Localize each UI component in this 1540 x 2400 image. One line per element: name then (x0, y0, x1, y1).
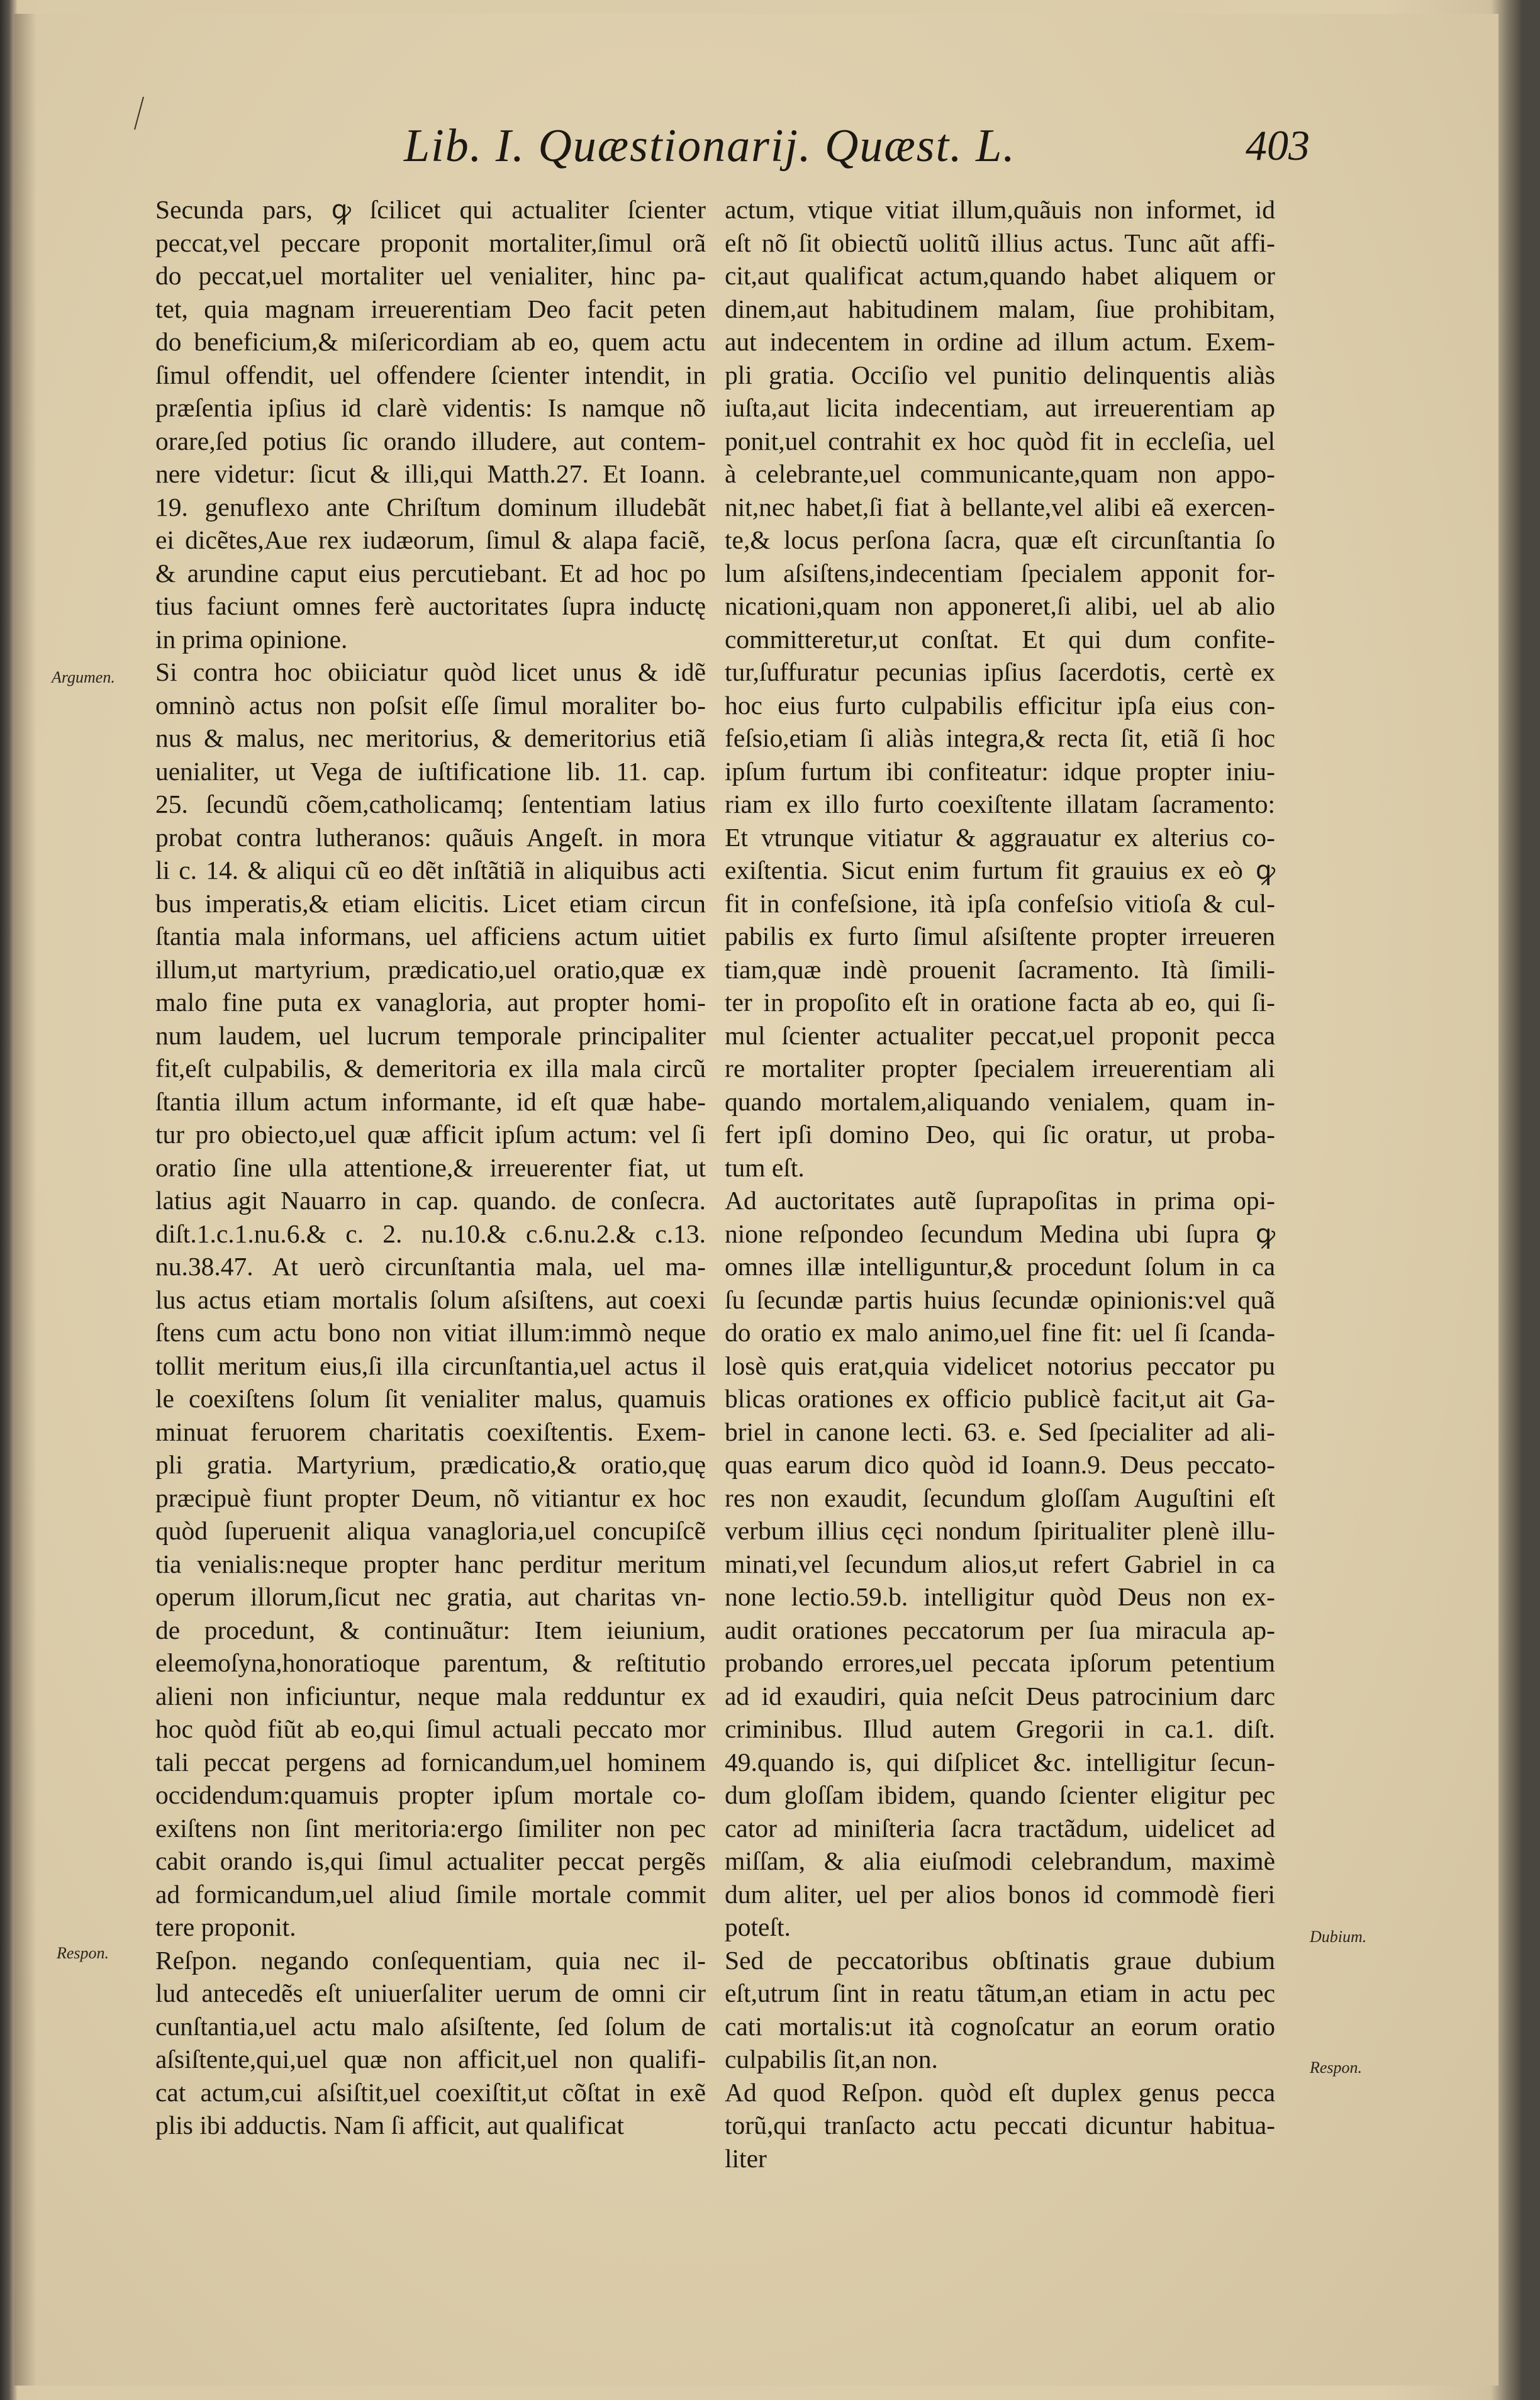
text-line: dum gloſſam ibidem, quando ſcienter eligitur pec (725, 1780, 1275, 1809)
text-line: hoc quòd fiũt ab eo,qui ſimul actuali peccato mor (155, 1714, 706, 1743)
text-line: minati,vel ſecundum alios,ut refert Gabriel in ca (725, 1549, 1275, 1578)
text-line: cati mortalis:ut ità cognoſcatur an eorum oratio (725, 2011, 1275, 2041)
text-line: do beneficium,& miſericordiam ab eo, quem actu (155, 327, 706, 356)
text-line: liter (725, 2143, 767, 2173)
text-line: probando errores,uel peccata ipſorum petentium (725, 1648, 1275, 1677)
text-line: miſſam, & alia eiuſmodi celebrandum, maximè (725, 1846, 1275, 1875)
text-line: verbum illius cęci nondum ſpiritualiter plenè illu- (725, 1516, 1275, 1545)
text-line: do oratio ex malo animo,uel fine fit: uel ſi ſcanda- (725, 1318, 1275, 1347)
text-line: nus & malus, nec meritorius, & demeritorius etiã (155, 723, 706, 752)
left-text-column (155, 193, 706, 2142)
text-line: alieni non inficiuntur, neque mala redduntur ex (155, 1681, 706, 1711)
text-line: eſt nõ ſit obiectũ uolitũ illius actus. Tunc aũt affi- (725, 228, 1275, 257)
text-line: dinem,aut habitudinem malam, ſiue prohibitam, (725, 294, 1275, 323)
text-line: num laudem, uel lucrum temporale principaliter (155, 1020, 706, 1050)
text-line: tur pro obiecto,uel quæ afficit ipſum actum: vel ſi (155, 1120, 706, 1149)
text-line: committeretur,ut conſtat. Et qui dum confite- (725, 624, 1275, 654)
text-line: ſimul offendit, uel offendere ſcienter intendit, in (155, 360, 706, 389)
text-line: Si contra hoc obiiciatur quòd licet unus & idẽ (155, 657, 706, 686)
text-line: ei dicẽtes,Aue rex iudæorum, ſimul & alapa faciẽ, (155, 525, 706, 554)
running-title: Lib. I. Quæstionarij. Quæst. L. (404, 120, 1016, 172)
text-line: cunſtantia,uel actu malo aſsiſtente, ſed ſolum de (155, 2011, 706, 2041)
text-line: pabilis ex furto ſimul aſsiſtente propter irreueren (725, 922, 1275, 951)
text-line: præcipuè fiunt propter Deum, nõ vitiantur ex hoc (155, 1483, 706, 1512)
text-line: li c. 14. & aliqui cũ eo dẽt inſtãtiã in aliquibus acti (155, 856, 706, 885)
text-line: cabit orando is,qui ſimul actualiter peccat pergẽs (155, 1846, 706, 1875)
text-line: probat contra lutheranos: quãuis Angeſt. in mora (155, 822, 706, 852)
text-line: ſtantia illum actum informante, id eſt quæ habe- (155, 1086, 706, 1116)
text-line: latius agit Nauarro in cap. quando. de conſecra. (155, 1186, 706, 1215)
text-line: aſsiſtente,qui,uel quæ non afficit,uel non qualifi- (155, 2045, 706, 2073)
text-line: tia venialis:neque propter hanc perditur meritum (155, 1549, 706, 1578)
text-line: ad formicandum,uel aliud ſimile mortale commit (155, 1879, 706, 1909)
text-line: nicationi,quam non apponeret,ſi alibi, uel ab alio (725, 591, 1275, 620)
margin-note-respon-right: Respon. (1310, 2058, 1363, 2077)
book-page (14, 14, 1498, 2386)
text-line: tet, quia magnam irreuerentiam Deo facit peten (155, 294, 706, 323)
text-line: 49.quando is, qui diſplicet &c. intelligitur ſecun- (725, 1747, 1275, 1777)
text-line: pli gratia. Martyrium, prædicatio,& oratio,quę (155, 1450, 706, 1479)
text-line: losè quis erat,quia videlicet notorius peccator pu (725, 1351, 1275, 1380)
text-line: illum,ut martyrium, prædicatio,uel oratio,quæ ex (155, 954, 706, 984)
text-line: à celebrante,uel communicante,quam non appo- (725, 459, 1275, 488)
text-line: ad id exaudiri, quia neſcit Deus patrocinium darc (725, 1681, 1275, 1711)
text-line: torũ,qui tranſacto actu peccati dicuntur habitua- (725, 2111, 1275, 2140)
text-line: criminibus. Illud autem Gregorii in ca.1. diſt. (725, 1714, 1275, 1743)
text-line: mul ſcienter actualiter peccat,uel proponit pecca (725, 1020, 1275, 1050)
margin-note-argumentum: Argumen. (52, 668, 115, 686)
text-line: aut indecentem in ordine ad illum actum. Exem- (725, 327, 1275, 356)
margin-note-dubium: Dubium. (1310, 1928, 1367, 1946)
text-line: fit,eſt culpabilis, & demeritoria ex illa mala circũ (155, 1054, 706, 1083)
text-line: cat actum,cui aſsiſtit,uel coexiſtit,ut cõſtat in exẽ (155, 2077, 706, 2107)
text-line: lus actus etiam mortalis ſolum aſsiſtens, aut coexi (155, 1285, 706, 1314)
text-line: quas earum dico quòd id Ioann.9. Deus peccato- (725, 1450, 1275, 1479)
text-line: none lectio.59.b. intelligitur quòd Deus non ex- (725, 1582, 1275, 1611)
text-line: tum eſt. (725, 1153, 805, 1182)
text-line: culpabilis ſit,an non. (725, 2045, 938, 2073)
text-line: re mortaliter propter ſpecialem irreuerentiam ali (725, 1054, 1275, 1083)
text-line: do peccat,uel mortaliter uel venialiter, hinc pa- (155, 261, 706, 290)
text-line: tiam,quæ indè prouenit ſacramento. Ità ſimili- (725, 954, 1275, 984)
text-line: nione reſpondeo ſecundum Medina ubi ſupra ꝙ (725, 1219, 1275, 1248)
text-line: quòd ſuperuenit aliqua vanagloria,uel concupiſcẽ (155, 1516, 706, 1545)
text-line: exiſtentia. Sicut enim furtum fit grauius ex eò ꝙ (725, 856, 1275, 885)
text-line: nit,nec habet,ſi fiat à bellante,vel alibi eã exercen- (725, 492, 1275, 522)
text-line: Et vtrunque vitiatur & aggrauatur ex alterius co- (725, 822, 1275, 852)
text-line: oratio ſine ulla attentione,& irreuerenter fiat, ut (155, 1153, 706, 1182)
text-line: cator ad miniſteria ſacra tractãdum, uidelicet ad (725, 1813, 1275, 1843)
text-line: audit orationes peccatorum per ſua miracula ap- (725, 1615, 1275, 1644)
text-line: operum illorum,ſicut nec gratia, aut charitas vn- (155, 1582, 706, 1611)
text-line: te,& locus perſona ſacra, quæ eſt circunſtantia ſo (725, 525, 1275, 554)
text-line: diſt.1.c.1.nu.6.& c. 2. nu.10.& c.6.nu.2.& c.13. (155, 1219, 706, 1248)
text-line: ter in propoſito eſt in oratione facta ab eo, qui ſi- (725, 988, 1275, 1017)
text-line: eleemoſyna,honoratioque parentum, & reſtitutio (155, 1648, 706, 1677)
text-line: Ad auctoritates autẽ ſuprapoſitas in prima opi- (725, 1186, 1275, 1215)
text-line: & arundine caput eius percutiebant. Et ad hoc po (155, 558, 706, 588)
text-line: occidendum:quamuis propter ipſum mortale co- (155, 1780, 706, 1809)
text-line: res non exaudit, ſecundum gloſſam Auguſtini eſt (725, 1483, 1275, 1512)
text-line: ponit,uel contrahit ex hoc quòd fit in eccleſia, uel (725, 426, 1275, 455)
text-line: Secunda pars, ꝙ ſcilicet qui actualiter ſcienter (155, 195, 706, 224)
text-line: tali peccat pergens ad fornicandum,uel hominem (155, 1747, 706, 1777)
text-line: 25. ſecundũ cõem,catholicamq; ſententiam latius (155, 790, 706, 818)
text-line: ſtantia mala informans, uel afficiens actum uitiet (155, 922, 706, 951)
text-line: exiſtens non ſint meritoria:ergo ſimiliter non pec (155, 1813, 706, 1843)
text-line: omnes illæ intelliguntur,& procedunt ſolum in ca (725, 1252, 1275, 1281)
margin-note-respon-left: Respon. (57, 1944, 109, 1962)
text-line: peccat,vel peccare proponit mortaliter,ſimul orã (155, 228, 706, 257)
text-line: tollit meritum eius,ſi illa circunſtantia,uel actus il (155, 1351, 706, 1380)
text-line: uenialiter, ut Vega de iuſtificatione lib. 11. cap. (155, 756, 706, 786)
text-line: ipſum furtum ibi confiteatur: idque propter iniu- (725, 756, 1275, 786)
text-line: 19. genuflexo ante Chriſtum dominum illudebãt (155, 492, 706, 522)
text-line: fert ipſi domino Deo, qui ſic oratur, ut proba- (725, 1120, 1275, 1149)
text-line: Reſpon. negando conſequentiam, quia nec il- (155, 1945, 706, 1975)
text-line: in prima opinione. (155, 624, 348, 654)
right-text-column (725, 193, 1275, 2175)
text-line: Ad quod Reſpon. quòd eſt duplex genus pecca (725, 2077, 1275, 2107)
text-line: ſtens cum actu bono non vitiat illum:immò neque (155, 1318, 706, 1347)
text-line: de procedunt, & continuãtur: Item ieiunium, (155, 1615, 706, 1644)
page-number: 403 (1246, 121, 1310, 169)
text-line: nere videtur: ſicut & illi,qui Matth.27. Et Ioann. (155, 459, 706, 488)
text-line: orare,ſed potius ſic orando illudere, aut contem- (155, 426, 706, 455)
text-line: actum, vtique vitiat illum,quãuis non informet, id (725, 195, 1275, 224)
text-line: lum aſsiſtens,indecentiam ſpecialem apponit for- (725, 558, 1275, 588)
text-line: cit,aut qualificat actum,quando habet aliquem or (725, 261, 1275, 290)
text-line: blicas orationes ex officio publicè facit,ut ait Ga- (725, 1384, 1275, 1413)
text-line: præſentia ipſius id clarè videntis: Is namque nõ (155, 393, 706, 422)
text-line: pli gratia. Occiſio vel punitio delinquentis aliàs (725, 360, 1275, 389)
text-line: fit in confeſsione, ità ipſa confeſsio vitioſa & cul- (725, 888, 1275, 918)
text-line: lud antecedẽs eſt uniuerſaliter uerum de omni cir (155, 1979, 706, 2007)
text-line: omninò actus non poſsit eſſe ſimul moraliter bo- (155, 690, 706, 720)
text-line: le coexiſtens ſolum ſit venialiter malus, quamuis (155, 1384, 706, 1413)
text-line: plis ibi adductis. Nam ſi afficit, aut qualificat (155, 2111, 624, 2140)
text-line: briel in canone lecti. 63. e. Sed ſpecialiter ad ali- (725, 1417, 1275, 1446)
text-line: ſu ſecundæ partis huius ſecundæ opinionis:vel quã (725, 1285, 1275, 1314)
text-line: bus imperatis,& etiam elicitis. Licet etiam circun (155, 888, 706, 918)
text-line: hoc eius furto culpabilis efficitur ipſa eius con- (725, 690, 1275, 720)
text-line: malo fine puta ex vanagloria, aut propter homi- (155, 988, 706, 1017)
gutter-shadow (14, 14, 36, 2386)
text-line: quando mortalem,aliquando venialem, quam in- (725, 1086, 1275, 1116)
text-line: tius faciunt omnes ferè auctoritates ſupra inductę (155, 591, 706, 620)
text-line: dum aliter, uel per alios bonos id commodè fieri (725, 1879, 1275, 1909)
text-line: Sed de peccatoribus obſtinatis graue dubium (725, 1945, 1275, 1975)
text-line: eſt,utrum ſint in reatu tãtum,an etiam in actu pec (725, 1979, 1275, 2007)
page-header (14, 120, 1498, 189)
text-line: poteſt. (725, 1912, 791, 1941)
text-line: iuſta,aut licita indecentiam, aut irreuerentiam ap (725, 393, 1275, 422)
text-line: riam ex illo furto coexiſtente illatam ſacramento: (725, 790, 1275, 818)
text-line: tur,ſuffuratur pecunias ipſius ſacerdotis, certè ex (725, 657, 1275, 686)
text-line: minuat feruorem charitatis coexiſtentis. Exem- (155, 1417, 706, 1446)
text-line: nu.38.47. At uerò circunſtantia mala, uel ma- (155, 1252, 706, 1281)
text-line: feſsio,etiam ſi aliàs integra,& recta ſit, etiã ſi hoc (725, 723, 1275, 752)
text-line: tere proponit. (155, 1912, 296, 1941)
